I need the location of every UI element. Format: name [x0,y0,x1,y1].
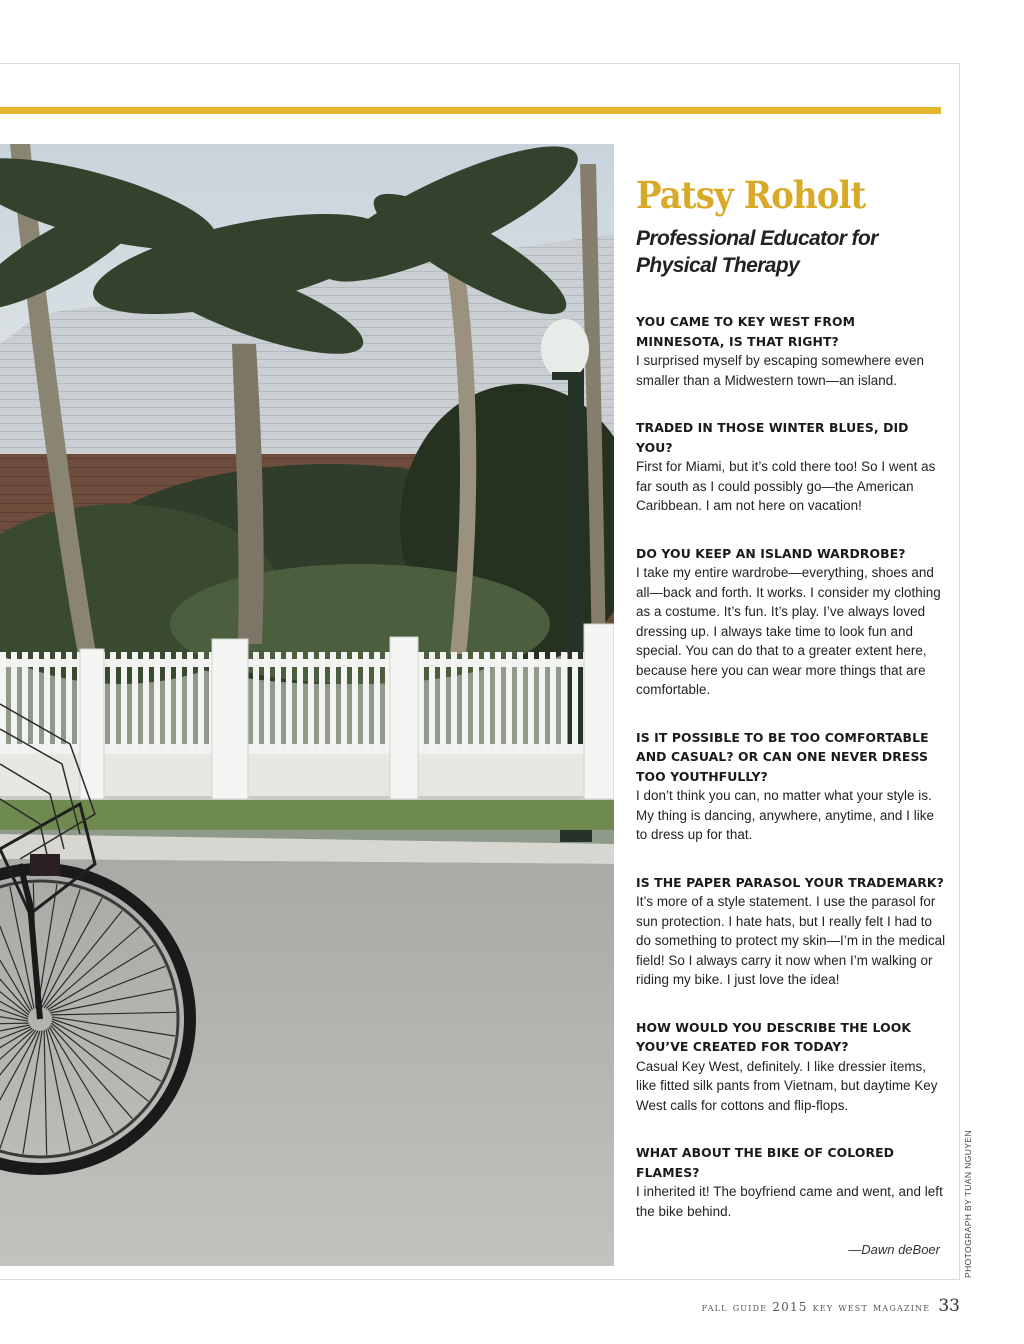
interview-article [636,168,946,1257]
profile-name: Patsy Roholt [636,173,866,217]
question: WHAT ABOUT THE BIKE OF COLORED FLAMES? [636,1145,895,1180]
answer: I don’t think you can, no matter what your style is. My thing is dancing, anywhere, anytime, and I like to dress up for that. [636,788,934,842]
qa-item [636,544,946,700]
gold-rule [0,107,941,114]
answer: I inherited it! The boyfriend came and went, and left the bike behind. [636,1184,943,1219]
answer: It’s more of a style statement. I use the parasol for sun protection. I hate hats, but I really felt I had to do something to protect my skin—I’m in the medical field! So I always carry it now when I’m walking or riding my bike. I just love the idea! [636,894,946,987]
author-byline: —Dawn deBoer [848,1242,940,1257]
answer: First for Miami, but it’s cold there too! So I went as far south as I could possibly go—the American Caribbean. I am not here on vacation! [636,459,936,513]
qa-item [636,1018,946,1116]
answer: I surprised myself by escaping somewhere even smaller than a Midwestern town—an island. [636,353,925,388]
photo-credit: PHOTOGRAPH BY TUAN NGUYEN [963,1130,973,1278]
folio-text: fall guide 2015 key west magazine [701,1300,931,1314]
qa-item [636,873,946,990]
page-footer [702,1296,960,1316]
qa-item [636,312,946,390]
question: YOU CAME TO KEY WEST FROM MINNESOTA, IS THAT RIGHT? [636,314,856,349]
question: TRADED IN THOSE WINTER BLUES, DID YOU? [636,420,909,455]
qa-item [636,418,946,516]
question: IS IT POSSIBLE TO BE TOO COMFORTABLE AND CASUAL? OR CAN ONE NEVER DRESS TOO YOUTHFULLY? [636,729,929,784]
qa-item [636,728,946,845]
question: DO YOU KEEP AN ISLAND WARDROBE? [636,545,906,561]
question: HOW WOULD YOU DESCRIBE THE LOOK YOU’VE CREATED FOR TODAY? [636,1019,912,1054]
answer: I take my entire wardrobe—everything, shoes and all—back and forth. It works. I consider my clothing as a costume. It’s fun. It’s play. I’ve always loved dressing up. I always take time to look fun and special. You can do that to a greater extent here, because here you can wear more things that are comfortable. [636,565,941,697]
qa-item [636,1143,946,1221]
street-photo [0,144,614,1266]
profile-role: Professional Educator for Physical Therapy [636,227,878,277]
question: IS THE PAPER PARASOL YOUR TRADEMARK? [636,874,944,890]
page-number: 33 [938,1296,960,1316]
answer: Casual Key West, definitely. I like dressier items, like fitted silk pants from Vietnam, but daytime Key West calls for cottons and flip-flops. [636,1058,938,1113]
